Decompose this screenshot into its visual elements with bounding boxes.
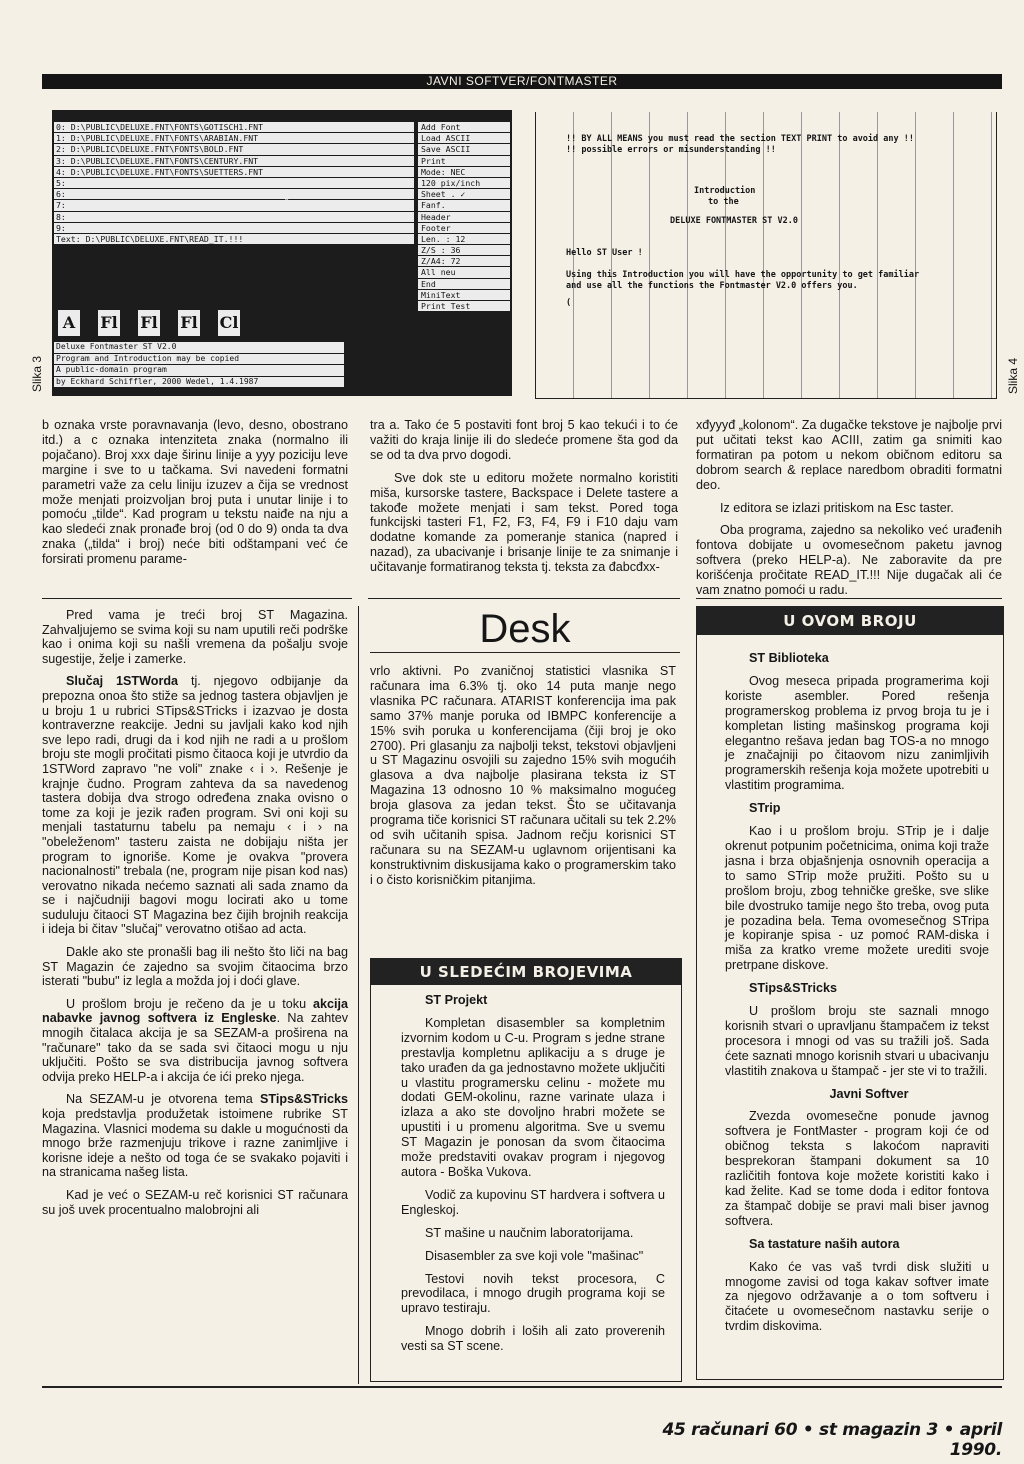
preview-line: Hello ST User ! [566,248,643,258]
menu-item: Header [418,212,510,223]
file-row: 0: D:\PUBLIC\DELUXE.FNT\FONTS\GOTISCH1.FNT [54,122,414,133]
paragraph: Kako će vas vaš tvrdi disk služiti u mnogome zavisi od toga kakav softver imate za njegovo održavanje a o tom softveru i čitaćete u ovomesečnom nastavku serije o tvrdim diskovima. [725,1259,989,1334]
paragraph: Iz editora se izlazi pritiskom na Esc taster. [720,500,954,515]
credit-line: A public-domain program [54,365,344,377]
figure-4-print-preview [535,112,997,399]
menu-item: Print Test [418,301,510,312]
menu-item: Save ASCII [418,144,510,155]
preview-line: Using this Introduction you will have the opportunity to get familiar [566,270,920,280]
paragraph: Oba programa, zajedno sa nekoliko već urađenih fontova dobijate u ovomesečnom paketu javnog softvera (preko HELP-a). Ne zaboravite da pre korišćenja pročitate READ_IT.!!! Nije dugačak ali će vam znatno pomoći u radu. [696,523,1002,598]
subheading: ST Biblioteka [749,651,829,665]
font-glyph-icon: Fl [98,310,120,336]
menu-item: Z/A4: 72 [418,256,510,267]
fontmaster-menu [418,122,510,312]
menu-item: All neu [418,267,510,278]
paragraph: vrlo aktivni. Po zvaničnoj statistici vlasnika ST računara ima 6.3% tj. oko 14 puta manje nego vlasnika PC računara. ATARIST konferencija ima pak samo 37% manje poruka od IBMPC konferencije a 15% svih poruka u konferencijama (čiji broj je oko 2700). Pri glasanju za najbolji tekst, tekstovi objavljeni u ST Magazinu osvojili su zajedno 15% svih mogućih glasova a dva najbolje plasirana teksta iz ST Magazina 13 odnosno 10 % maksimalno mogućeg broja glasova za jedan tekst. Što se učitavanja programa tiče korisnici ST računara učitali su tek 2.2% od svih učitanih spisa. Jadnom rečju korisnici ST računara su na SEZAM-u uglavnom orijentisani ka konstruktivnim diskusijama kako o programerskim tako i o čisto korisničkim pitanjima. [370,664,676,887]
menu-item: 120 pix/inch [418,178,510,189]
file-row: 3: D:\PUBLIC\DELUXE.FNT\FONTS\CENTURY.FNT [54,156,414,167]
figure-3-screenshot [52,110,512,396]
paragraph [42,674,348,937]
preview-line: !! possible errors or misunderstanding !! [566,145,776,155]
next-issues-content [371,985,681,1354]
menu-item: Mode: NEC [418,167,510,178]
program-credits [54,342,344,388]
menu-item: Sheet . ✓ [418,189,510,200]
next-issues-box [370,958,682,1382]
subheading: STips&STricks [749,981,837,996]
this-issue-content [697,635,1003,1334]
this-issue-box [696,606,1004,1380]
file-row: 1: D:\PUBLIC\DELUXE.FNT\FONTS\ARABIAN.FNT [54,133,414,144]
paragraph-text: U prošlom broju je rečeno da je u toku [66,996,313,1011]
preview-line: ( [566,298,572,308]
paragraph: Ovog meseca pripada programerima koji koriste asembler. Pored rešenja programerskog problema iz prvog broja tu je i kompletan listing mašinskog programa koji elegantno rešava jedan bag TOS-a no mnogo je značajniji po čitaovom nizu zanimljivih programerskih rešenja koja možete upotrebiti u vlastitim programima. [725,673,989,793]
column-divider [358,606,359,1384]
paragraph-text: koja predstavlja produžetak istoimene rubrike ST Magazina. Vlasnici modema su dakle u mogućnosti da mnogo brže razmenjuju trikove i razne zanimljive i korisne ideje a nešto od toga će se svakako pojaviti i na stranicama našeg lista. [42,1107,348,1180]
divider [368,598,680,599]
desk-column-2 [370,664,676,896]
font-icon-row [58,310,278,338]
menu-item: End [418,279,510,290]
paragraph: Mnogo dobrih i loših ali zato proverenih vesti sa ST scene. [401,1324,665,1354]
paragraph: Testovi novih tekst procesora, C prevodilaca, i mnogo drugih programa koji se upravo testiraju. [401,1271,665,1316]
preview-line: and use all the functions the Fontmaster V2.0 offers you. [566,281,858,291]
credit-line: by Eckhard Schiffler, 2000 Wedel, 1.4.1987 [54,377,344,389]
section-title: JAVNI SOFTVER/FONTMASTER [426,74,618,88]
credit-line: Program and Introduction may be copied [54,354,344,366]
preview-line: Introduction [694,186,756,196]
credit-line: Deluxe Fontmaster ST V2.0 [54,342,344,354]
paragraph: Kao i u prošlom broju. STrip je i dalje okrenut potpunim početnicima, onima koji traže jasna i brza objašnjenja osnovnih operacija a to samo STrip može pružiti. Pošto su u prošlom broju, zbog tehničke greške, sve slike bile dvostruko tamije nego što treba, ovog puta je pozadina bela. Tema ovomesečnog STripa je kopiranje spisa - uz pomoć RAM-diska i miša za kratko vreme možete urediti svoje pretrpane diskove. [725,824,989,973]
file-row: 8: [54,212,414,223]
file-row: 9: [54,223,414,234]
text-file-row: Text: D:\PUBLIC\DELUXE.FNT\READ_IT.!!! [54,234,414,245]
mouse-pointer-icon: ↖ [284,192,291,205]
font-glyph-icon: Cl [218,310,240,336]
font-glyph-icon: Fl [138,310,160,336]
bold-phrase: akcija nabavke javnog softvera iz Engleske [42,996,348,1026]
paragraph: U prošlom broju ste saznali mnogo korisnih stvari o upravljanu štampačem iz tekst procesora i mnogi od vas su tražili još. Sada ćete saznati mnogo korisnih stvari u ubacivanju vlastitih znakova u štampač - jer ste vi to tražili. [725,1004,989,1078]
file-row: 2: D:\PUBLIC\DELUXE.FNT\FONTS\BOLD.FNT [54,144,414,155]
bottom-rule [42,1386,1002,1388]
page-footer: 45 računari 60 • st magazin 3 • april 1990. [662,1420,1002,1460]
subheading: STrip [749,801,781,816]
article-column-1-top [42,418,348,575]
paragraph-text: Na SEZAM-u je otvorena tema [66,1092,261,1107]
figure-4-label: Slika 4 [1006,357,1020,394]
divider [42,598,352,599]
paragraph: Disasembler za sve koji vole "mašinac" [425,1248,644,1263]
section-header-bar [42,74,1002,89]
figure-3-label: Slika 3 [30,355,44,392]
menu-item: Fanf. [418,200,510,211]
next-issues-heading: U SLEDEĆIM BROJEVIMA [371,959,681,985]
subheading: ST Projekt [425,993,488,1007]
preview-line: !! BY ALL MEANS you must read the section TEXT PRINT to avoid any !! [566,134,914,144]
paragraph: Dakle ako ste pronašli bag ili nešto što liči na bag ST Magazin će zajedno sa svojim čitaocima brzo isterati "bubu" iz legla a možda joj i doći glave. [42,945,348,989]
paragraph: Zvezda ovomesečne ponude javnog softvera je FontMaster - program koji će od običnog teksta s lakoćom napraviti besprekoran štampani dokument sa 10 različitih fontova koje možete koristiti kako i kad želite. Kad se tome doda i editor fontova za štampač dobije se pravi mali biser javnog softvera. [725,1109,989,1228]
subheading: Sa tastature naših autora [749,1236,900,1251]
paragraph: Kad je već o SEZAM-u reč korisnici ST računara su još uvek procentualno malobrojni ali [42,1187,348,1217]
paragraph-text: tj. njegovo odbijanje da prepozna onoa što stiže sa jednog tastera objavljen je u broju 1 u rubrici STips&STricks i izazvao je dosta kontraverzne reakcije. Jedni su javljali kako kod njih sve lepo radi, drugi da i kod njih ne radi a u prošlom broju ste mogli pročitati pismo čitaoca koji je utvrdio da 1STWord zapravo "ne voli" znake ‹ i ›. Rešenje je krajnje čudno. Program zahteva da sa navedenog tastera dobija dva strogo određena znaka ovisno o tome za koji je jezik rađen program. Svi oni koji su menjali tastaturnu tabelu pa nemaju ‹ i › na "obeleženom" tasteru zaista ne dobijaju ništa jer program to ignoriše. Kome je ovakva "provera nacionalnosti" trebala (ne, program nije pisan kod nas) verovatno nikada nećemo saznati ali sada znamo da se i najčudniji bagovi mogu locirati ako u tome suduluju čitaoci ST Magazina bez čijih brojnih reakcija i ideja bi čitav "slučaj" verovatno otišao ad acta. [42,674,348,937]
preview-line: DELUXE FONTMASTER ST V2.0 [670,216,798,226]
font-glyph-icon: Fl [178,310,200,336]
subheading: Javni Softver [829,1086,909,1101]
font-file-list [54,122,414,245]
paragraph [42,1092,348,1180]
menu-item: Print [418,156,510,167]
paragraph: b oznaka vrste poravnavanja (levo, desno, obostrano itd.) a c oznaka intenziteta znaka (normalno ili pojačano). Broj xxx daje širinu linije a yyy poziciju leve margine i sve to u tačkama. Svi navedeni formatni parametri važe za celu liniju izuzev a čija se vrednost može menjati proizvoljan broj puta i unutar linije i to pomoću „tilde“. Kad program u tekstu naiđe na nju a kao sledeći znak pronađe broj (od 0 do 9) onda ta dva znaka („tilda“ i broj) neće biti odštampani već će forsirati promenu parame- [42,418,348,567]
paragraph: ST mašine u naučnim laboratorijama. [425,1225,634,1240]
menu-item: Len. : 12 [418,234,510,245]
bold-lead: Slučaj 1STWorda [66,674,179,689]
file-row: 6: [54,189,414,200]
paragraph-text: . Na zahtev mnogih čitalaca akcija je sa SEZAM-a proširena na "računare" tako da se sada svi čitaoci mogu u nju uključiti. Pošto se sva distribucija javnog softvera odvija preko HELP-a i akcija će ići preko njega. [42,1011,348,1084]
paragraph: Kompletan disasembler sa kompletnim izvornim kodom u C-u. Program s jedne strane prestavlja kompletnu aplikaciju a s druge je tako urađen da ga jednostavno možete uključiti u vlastitu programersku celinu - možete mu dodati GEM-okolinu, razne varinate ulaza i izlaza a ako ste dovoljno hrabri možete se upustiti i u promenu algoritma. Sve u svemu ST Magazin je ponosan da svom čitaocima može predstaviti ovakav program i njegovog autora - Boška Vukova. [401,1015,665,1179]
paragraph: Pred vama je treći broj ST Magazina. Zahvaljujemo se svima koji su nam uputili reči podrške kao i onima koji su našli vremena da pošalju svoje sugestije, želje i zamerke. [42,608,348,666]
paragraph: Sve dok ste u editoru možete normalno koristiti miša, kursorske tastere, Backspace i Delete tastere a takođe možete menjati i sam tekst. Pored toga funkcijski tasteri F1, F2, F3, F4, F9 i F10 daju vam dodatne komande za pomeranje stanica (napred i nazad), za ubacivanje i brisanje linije te za snimanje i učitavanje formatiranog teksta tj. teksta za đabcđxx- [370,470,678,575]
divider [370,652,680,653]
paragraph: xđyyyđ „kolonom“. Za dugačke tekstove je najbolje prvi put učitati tekst kao ACIII, zatim ga snimiti kao formatiran pa potom u nekom običnom editoru sa dobrom search & replace naredbom obraditi formatni deo. [696,418,1002,492]
desk-column-1 [42,608,348,1225]
menu-item: Footer [418,223,510,234]
article-column-2-top [370,418,678,583]
paragraph [42,997,348,1085]
menu-item: MiniText [418,290,510,301]
preview-line: to the [708,197,739,207]
desk-title: Desk [479,607,571,651]
menu-item: Load ASCII [418,133,510,144]
file-row: 5: [54,178,414,189]
file-row: 7: [54,200,414,211]
font-glyph-icon: A [58,310,80,336]
file-row: 4: D:\PUBLIC\DELUXE.FNT\FONTS\SUETTERS.FNT [54,167,414,178]
paragraph: Vodič za kupovinu ST hardvera i softvera u Engleskoj. [401,1187,665,1217]
this-issue-heading: U OVOM BROJU [697,607,1003,635]
bold-phrase: STips&STricks [260,1092,348,1107]
menu-item: Z/S : 36 [418,245,510,256]
paragraph: tra a. Tako će 5 postaviti font broj 5 kao tekući i to će važiti do kraja linije ili do sledeće promene šta god da se od ta dva prvo dogodi. [370,418,678,462]
menu-item: Add Font [418,122,510,133]
divider [696,598,1002,599]
article-column-3-top [696,418,1002,606]
